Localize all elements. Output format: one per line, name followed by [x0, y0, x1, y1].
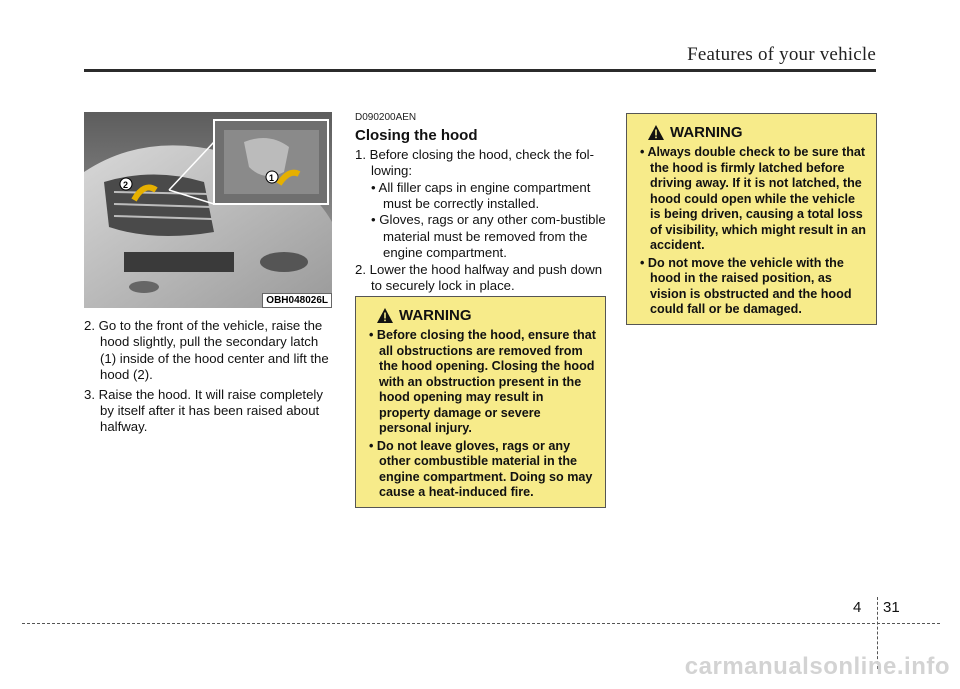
left-steps	[84, 318, 334, 439]
warning-box-right	[626, 113, 877, 325]
closing-bullet-gloves: • Gloves, rags or any other com-bustible material must be removed from the engine compartment.	[371, 212, 606, 261]
step-2-text: 2. Go to the front of the vehicle, raise the hood slightly, pull the secondary latch (1) inside of the hood center and lift the hood (2).	[84, 318, 329, 383]
footer-rule	[22, 623, 940, 624]
warning-box-middle	[355, 296, 606, 508]
closing-bullet-caps: • All filler caps in engine compartment must be correctly installed.	[371, 179, 591, 212]
closing-hood-section	[355, 110, 607, 294]
warning-item: • Always double check to be sure that the hood is firmly latched before driving away. If it is not latched, the hood could open while the vehicle is being driven, causing a total loss of visibility, which might result in an accident.	[640, 145, 866, 252]
warning-item: • Do not leave gloves, rags or any other combustible material in the engine compartment. Doing so may cause a heat-induced fire.	[369, 438, 593, 499]
page-header-title: Features of your vehicle	[687, 44, 876, 65]
section-code: D090200AEN	[355, 112, 417, 123]
warning-title: WARNING	[399, 307, 472, 324]
warning-triangle-icon	[377, 308, 393, 323]
callout-2-label: 2	[123, 180, 129, 190]
chapter-number: 4	[853, 599, 862, 616]
car-front-illustration	[84, 112, 332, 308]
header-rule	[84, 69, 876, 72]
warning-title: WARNING	[670, 124, 743, 141]
hood-latch-photo	[84, 112, 332, 308]
figure-code: OBH048026L	[262, 293, 332, 308]
closing-step-2: 2. Lower the hood halfway and push down to securely lock in place.	[355, 261, 603, 294]
watermark-text: carmanualsonline.info	[684, 653, 950, 680]
callout-1-label: 1	[269, 173, 275, 183]
step-3-text: 3. Raise the hood. It will raise completely by itself after it has been raised about halfway.	[84, 386, 323, 435]
page-number: 31	[883, 599, 900, 616]
warning-item: • Before closing the hood, ensure that all obstructions are removed from the hood opening. Closing the hood with an obstruction present in the hood opening may result in property damage or severe personal injury.	[369, 328, 596, 435]
section-title: Closing the hood	[355, 127, 478, 145]
warning-item: • Do not move the vehicle with the hood in the raised position, as vision is obstructed and the hood could fall or be damaged.	[640, 255, 852, 316]
warning-triangle-icon	[648, 125, 664, 140]
closing-step-1: 1. Before closing the hood, check the fol-lowing:	[355, 146, 594, 179]
